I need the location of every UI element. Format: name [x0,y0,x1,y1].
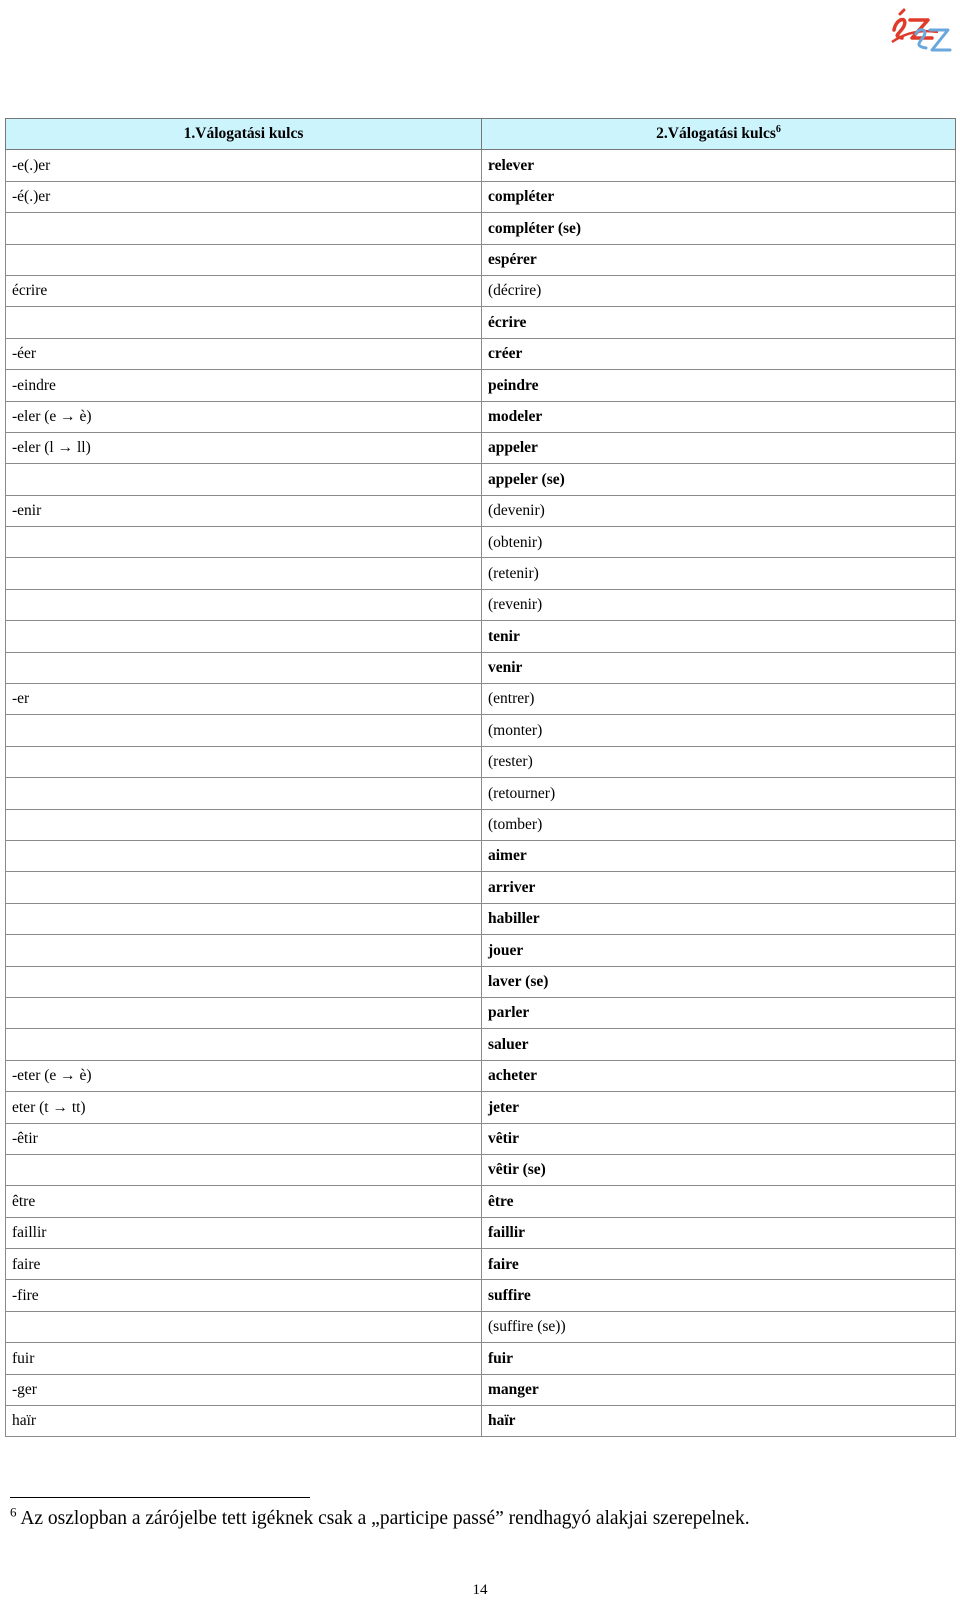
table-row [6,1311,956,1342]
header-col-2 [482,119,956,150]
verb-cell: (obtenir) [482,527,956,558]
table-row [6,527,956,558]
table-row [6,1343,956,1374]
verb-cell: faillir [482,1217,956,1248]
key-cell: -ger [6,1374,482,1405]
key-cell: -éer [6,338,482,369]
table-row [6,1374,956,1405]
verb-cell: (retenir) [482,558,956,589]
table-row [6,809,956,840]
table-row [6,1186,956,1217]
key-cell: faire [6,1249,482,1280]
key-cell: être [6,1186,482,1217]
key-cell [6,527,482,558]
key-cell: faillir [6,1217,482,1248]
verb-cell: créer [482,338,956,369]
table-row [6,1029,956,1060]
verb-cell: venir [482,652,956,683]
verb-cell: (revenir) [482,589,956,620]
key-cell [6,244,482,275]
key-cell [6,464,482,495]
key-cell: -er [6,684,482,715]
table-row [6,1406,956,1437]
verb-cell: faire [482,1249,956,1280]
table-row [6,1092,956,1123]
table-row [6,935,956,966]
table-header-row [6,119,956,150]
verb-cell: acheter [482,1060,956,1091]
verb-table [5,118,956,1437]
verb-cell: compléter [482,181,956,212]
table-row [6,1217,956,1248]
verb-cell: saluer [482,1029,956,1060]
table-row [6,307,956,338]
verb-cell: vêtir [482,1123,956,1154]
footnote [10,1504,750,1530]
table-row [6,778,956,809]
key-cell: -eter (e → è) [6,1060,482,1091]
table-row [6,684,956,715]
table-row [6,338,956,369]
verb-cell: laver (se) [482,966,956,997]
verb-cell: aimer [482,840,956,871]
verb-cell: (retourner) [482,778,956,809]
key-cell: -e(.)er [6,150,482,181]
key-cell: haïr [6,1406,482,1437]
verb-cell: jeter [482,1092,956,1123]
verb-cell: écrire [482,307,956,338]
key-cell [6,213,482,244]
key-cell: -é(.)er [6,181,482,212]
key-cell: -fire [6,1280,482,1311]
footnote-separator [10,1497,310,1498]
key-cell: -eler (l → ll) [6,432,482,463]
key-cell [6,589,482,620]
key-cell: -eler (e → è) [6,401,482,432]
table-row [6,1249,956,1280]
table-row [6,150,956,181]
header-col-1: 1.Válogatási kulcs [6,119,482,150]
verb-cell: tenir [482,621,956,652]
verb-cell: parler [482,997,956,1028]
verb-cell: espérer [482,244,956,275]
verb-cell: haïr [482,1406,956,1437]
table-row [6,558,956,589]
verb-cell: suffire [482,1280,956,1311]
key-cell: -êtir [6,1123,482,1154]
key-cell: -eindre [6,370,482,401]
key-cell [6,1029,482,1060]
verb-cell: fuir [482,1343,956,1374]
table-row [6,370,956,401]
table-row [6,244,956,275]
verb-cell: (suffire (se)) [482,1311,956,1342]
table-row [6,1060,956,1091]
verb-cell: vêtir (se) [482,1154,956,1185]
verb-cell: (rester) [482,746,956,777]
table-row [6,181,956,212]
table-row [6,966,956,997]
table-row [6,746,956,777]
table-row [6,464,956,495]
header-col-2-label: 2.Válogatási kulcs [656,125,776,143]
key-cell [6,997,482,1028]
verb-cell: modeler [482,401,956,432]
key-cell [6,872,482,903]
table-row [6,621,956,652]
verb-cell: (tomber) [482,809,956,840]
table-row [6,401,956,432]
verb-cell: manger [482,1374,956,1405]
table-row [6,997,956,1028]
verb-cell: arriver [482,872,956,903]
key-cell: eter (t → tt) [6,1092,482,1123]
table-row [6,589,956,620]
verb-cell: être [482,1186,956,1217]
key-cell [6,778,482,809]
verb-cell: appeler [482,432,956,463]
footnote-number: 6 [10,1504,17,1520]
key-cell [6,715,482,746]
key-cell [6,307,482,338]
key-cell [6,1311,482,1342]
verb-cell: peindre [482,370,956,401]
key-cell [6,558,482,589]
verb-cell: (décrire) [482,275,956,306]
verb-cell: appeler (se) [482,464,956,495]
verb-cell: jouer [482,935,956,966]
verb-cell: habiller [482,903,956,934]
table-row [6,903,956,934]
key-cell [6,966,482,997]
table-row [6,495,956,526]
key-cell [6,652,482,683]
table-row [6,213,956,244]
key-cell [6,840,482,871]
key-cell [6,1154,482,1185]
footnote-text: Az oszlopban a zárójelbe tett igéknek csak a „participe passé” rendhagyó alakjai szerepelnek. [20,1508,750,1529]
table-row [6,1280,956,1311]
sz-logo-icon [888,8,952,54]
key-cell: écrire [6,275,482,306]
table-row [6,1123,956,1154]
table-row [6,275,956,306]
verb-cell: (monter) [482,715,956,746]
table-row [6,715,956,746]
verb-cell: relever [482,150,956,181]
key-cell [6,903,482,934]
key-cell [6,621,482,652]
footnote-mark: 6 [775,124,781,136]
key-cell [6,746,482,777]
key-cell: fuir [6,1343,482,1374]
verb-cell: compléter (se) [482,213,956,244]
table-row [6,840,956,871]
verb-cell: (devenir) [482,495,956,526]
table-row [6,432,956,463]
key-cell: -enir [6,495,482,526]
page-number: 14 [472,1582,488,1598]
table-row [6,652,956,683]
key-cell [6,935,482,966]
table-row [6,1154,956,1185]
key-cell [6,809,482,840]
verb-cell: (entrer) [482,684,956,715]
table-row [6,872,956,903]
